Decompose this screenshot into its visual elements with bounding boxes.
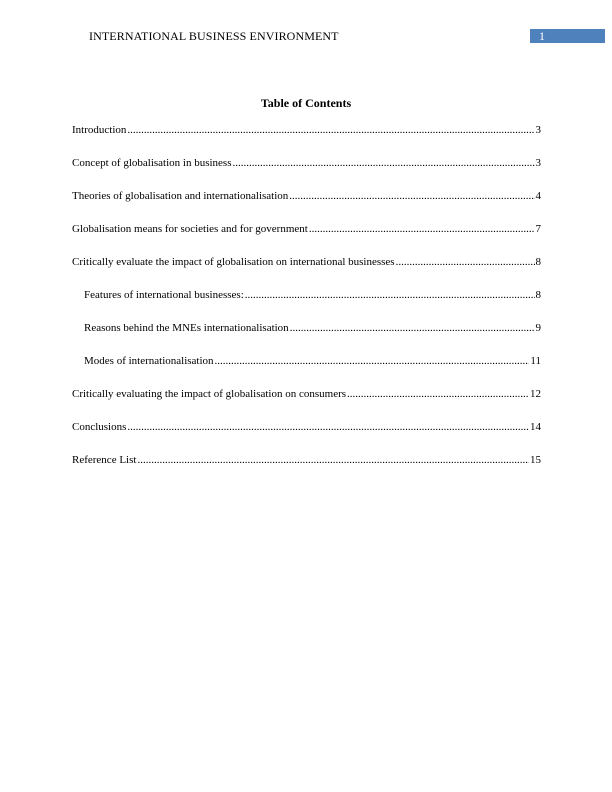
toc-entry-label: Modes of internationalisation: [84, 355, 214, 367]
toc-dot-leader: [309, 221, 535, 237]
table-of-contents: [72, 122, 541, 485]
toc-entry-reference-list[interactable]: [72, 452, 541, 485]
toc-entry-features-of-international-businesses[interactable]: [72, 287, 541, 320]
toc-entry-label: Globalisation means for societies and for government: [72, 223, 308, 235]
toc-entry-label: Introduction: [72, 124, 127, 136]
toc-dot-leader: [290, 320, 535, 336]
toc-entry-page: 7: [535, 223, 541, 235]
page-number-badge: [530, 29, 605, 43]
toc-dot-leader: [215, 353, 530, 369]
toc-entry-theories-of-globalisation[interactable]: [72, 188, 541, 221]
toc-entry-label: Reference List: [72, 454, 137, 466]
header-title: INTERNATIONAL BUSINESS ENVIRONMENT: [89, 29, 339, 43]
toc-dot-leader: [396, 254, 535, 270]
toc-entry-page: 15: [530, 454, 541, 466]
toc-entry-introduction[interactable]: [72, 122, 541, 155]
toc-entry-label: Features of international businesses:: [84, 289, 244, 301]
toc-entry-concept-of-globalisation[interactable]: [72, 155, 541, 188]
toc-entry-page: 14: [530, 421, 541, 433]
toc-entry-page: 3: [535, 124, 541, 136]
toc-entry-page: 4: [535, 190, 541, 202]
toc-entry-modes-of-internationalisation[interactable]: [72, 353, 541, 386]
toc-entry-page: 12: [530, 388, 541, 400]
toc-entry-conclusions[interactable]: [72, 419, 541, 452]
toc-entry-label: Reasons behind the MNEs internationalisation: [84, 322, 289, 334]
page-number: 1: [539, 29, 545, 43]
toc-entry-page: 8: [535, 256, 541, 268]
toc-entry-label: Critically evaluate the impact of globalisation on international businesses: [72, 256, 395, 268]
toc-entry-globalisation-societies-government[interactable]: [72, 221, 541, 254]
toc-entry-page: 3: [535, 157, 541, 169]
toc-entry-label: Conclusions: [72, 421, 127, 433]
toc-entry-label: Critically evaluating the impact of globalisation on consumers: [72, 388, 347, 400]
toc-entry-impact-on-international-businesses[interactable]: [72, 254, 541, 287]
toc-dot-leader: [232, 155, 534, 171]
toc-entry-page: 9: [535, 322, 541, 334]
toc-entry-label: Theories of globalisation and internationalisation: [72, 190, 289, 202]
toc-entry-page: 8: [535, 289, 541, 301]
toc-dot-leader: [245, 287, 535, 303]
toc-dot-leader: [347, 386, 529, 402]
toc-dot-leader: [127, 419, 529, 435]
toc-entry-label: Concept of globalisation in business: [72, 157, 232, 169]
toc-dot-leader: [289, 188, 534, 204]
toc-title: Table of Contents: [260, 96, 352, 110]
toc-entry-page: 11: [530, 355, 541, 367]
toc-dot-leader: [127, 122, 534, 138]
toc-entry-impact-on-consumers[interactable]: [72, 386, 541, 419]
toc-dot-leader: [137, 452, 529, 468]
toc-entry-reasons-behind-mnes[interactable]: [72, 320, 541, 353]
